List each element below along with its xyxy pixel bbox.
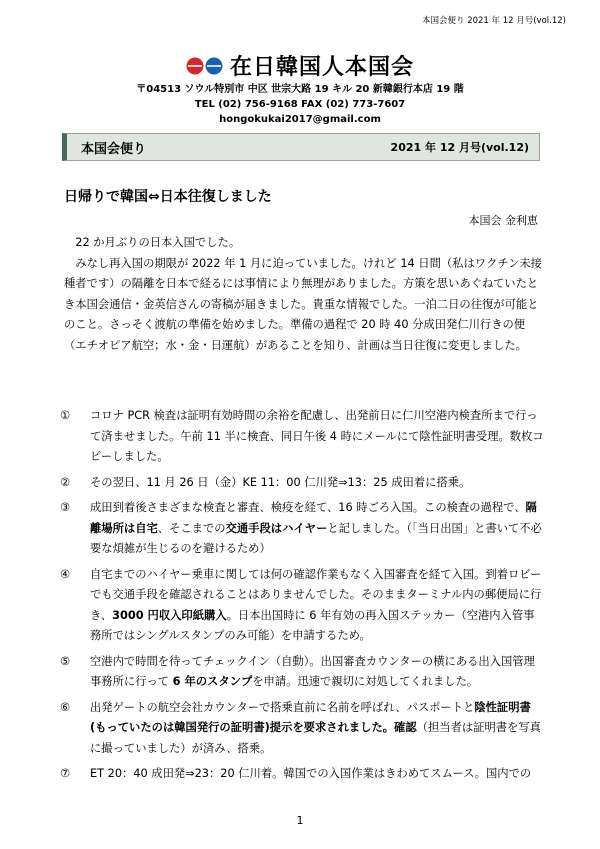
newsletter-name: 本国会便り: [81, 141, 147, 157]
phone-fax-line: TEL (02) 756-9168 FAX (02) 773-7607: [194, 99, 406, 110]
item-number: ⑦: [60, 767, 71, 780]
list-item: [60, 406, 544, 468]
article-title: 日帰りで韓国⇔日本往復しました: [64, 189, 272, 205]
masthead: [0, 50, 600, 126]
running-header: 本国会便り 2021 年 12 月号(vol.12): [422, 16, 566, 26]
address-line: 〒04513 ソウル特別市 中区 世宗大路 19 キル 20 新韓銀行本店 19 階: [136, 84, 464, 95]
item-text: その翌日、11 月 26 日（金）KE 11：00 仁川発⇒13：25 成田着に搭乗。: [90, 475, 471, 489]
organization-name: 在日韓国人本国会: [229, 55, 414, 80]
logo-row: [0, 50, 600, 81]
text-run: 成田到着後さまざまな検査と審査、検疫を経て、16 時ごろ入国。この検査の過程で、: [90, 501, 526, 514]
list-item: [60, 698, 544, 760]
paragraph-2: みなし再入国の期限が 2022 年 1 月に迫っていました。けれど 14 日間（私はワクチン未接種者です）の隔離を日本で経るには事情により無理がありました。方策を思いあぐねていたとき本国会通信・金英信さんの寄稿が届きました。貴重な情報でした。一泊二日の往復が可能とのこと。さっそく渡航の準備を始めました。準備の過程で 20 時 40 分成田発仁川行きの便（エチオピア航空；水・金・日運航）があることを知り、計画は当日往復に変更しました。: [64, 256, 542, 352]
item-number: ①: [60, 409, 71, 422]
bold-run: 隔離場所は自宅: [90, 501, 537, 535]
list-item: [60, 473, 544, 494]
text-run: 。日本出国時に 6 年有効の再入国ステッカー（空港内入管事務所ではシングルスタンプのみ可能）を申請するため。: [90, 608, 535, 642]
item-text: ET 20：40 成田発⇒23：20 仁川着。韓国での入国作業はきわめてスムース。国内での: [90, 767, 532, 780]
issue-banner: [62, 133, 540, 161]
paragraph-1: 22 か月ぶりの日本入国でした。: [75, 236, 241, 249]
email-line: hongokukai2017@gmail.com: [219, 114, 381, 125]
bold-run: 3000 円収入印紙購入: [112, 608, 227, 622]
item-text: [90, 698, 544, 760]
text-run: 出発ゲートの航空会社カウンターで搭乗直前に名前を呼ばれ、パスポートと: [90, 700, 475, 714]
article-author: 本国会 金利恵: [468, 214, 538, 227]
item-text: [90, 652, 544, 693]
issue-number: 2021 年 12 月号(vol.12): [390, 141, 529, 154]
list-item: [60, 764, 544, 785]
text-run: 、そこまでの: [157, 521, 226, 535]
bold-run: 交通手段はハイヤー: [225, 521, 328, 535]
text-run: （担当者は証明書を写真に撮っていました）が済み、搭乗。: [90, 721, 541, 755]
organization-logo-icon: [186, 57, 224, 75]
list-item: [60, 565, 544, 647]
list-item: [60, 498, 544, 560]
article-body: [64, 233, 542, 356]
page-number: 1: [296, 814, 304, 827]
item-text: コロナ PCR 検査は証明有効時間の余裕を配慮し、出発前日に仁川空港内検査所まで行って済ませました。午前 11 半に検査、同日午後 4 時にメールにて陰性証明書受理。数枚コピーしました。: [90, 409, 544, 463]
item-number: ③: [60, 501, 71, 514]
item-number: ②: [60, 475, 71, 489]
numbered-list: [60, 406, 544, 790]
item-number: ⑥: [60, 700, 71, 714]
text-run: 空港内で時間を待ってチェックイン（自動）。出国審査カウンターの横にある出入国管理事務所に行って: [90, 654, 535, 688]
item-text: [90, 565, 544, 647]
item-text: [90, 498, 544, 560]
text-run: 自宅までのハイヤー乗車に関しては何の確認作業もなく入国審査を経て入国。到着ロビーでも交通手段を確認されることはありませんでした。そのままターミナル内の郵便局に行き、: [90, 567, 542, 622]
list-item: [60, 652, 544, 693]
item-number: ⑤: [60, 654, 71, 668]
bold-run: 6 年のスタンプ: [172, 675, 253, 688]
text-run: を申請。迅速で親切に対処してくれました。: [252, 675, 479, 688]
item-number: ④: [60, 567, 71, 581]
text-run: と記しました。（「当日出国」と書いて不必要な煩雑が生じるのを避けるため）: [90, 521, 542, 555]
bold-run: 陰性証明書(もっていたのは韓国発行の証明書)提示を要求されました。確認: [90, 700, 531, 734]
